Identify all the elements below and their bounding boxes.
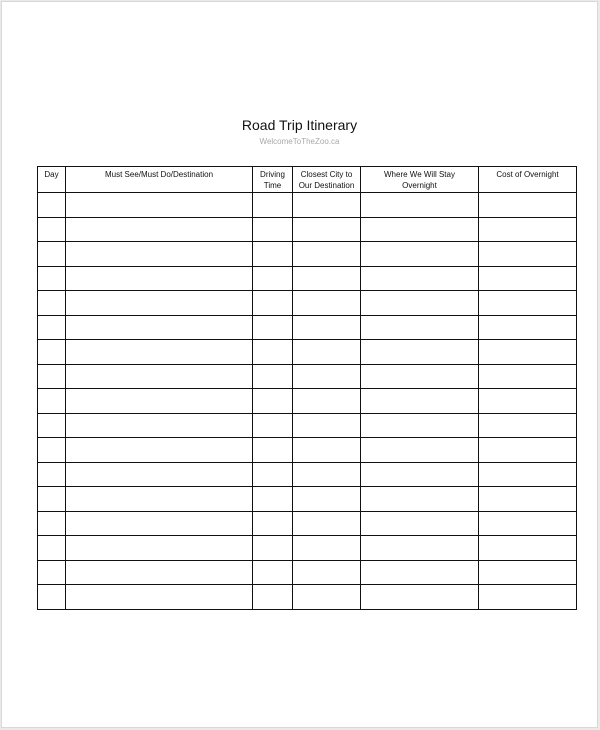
- overnight-cost-cell[interactable]: [479, 560, 577, 585]
- day-cell[interactable]: [38, 340, 66, 365]
- destination-cell[interactable]: [66, 291, 253, 316]
- day-cell[interactable]: [38, 217, 66, 242]
- column-header-day: Day: [38, 167, 66, 193]
- driving-time-cell[interactable]: [253, 315, 293, 340]
- driving-time-cell[interactable]: [253, 413, 293, 438]
- overnight-stay-cell[interactable]: [361, 585, 479, 610]
- table-row: [38, 438, 577, 463]
- overnight-stay-cell[interactable]: [361, 364, 479, 389]
- table-row: [38, 585, 577, 610]
- driving-time-cell[interactable]: [253, 560, 293, 585]
- overnight-cost-cell[interactable]: [479, 291, 577, 316]
- day-cell[interactable]: [38, 536, 66, 561]
- day-cell[interactable]: [38, 315, 66, 340]
- overnight-stay-cell[interactable]: [361, 487, 479, 512]
- overnight-stay-cell[interactable]: [361, 389, 479, 414]
- closest-city-cell[interactable]: [293, 315, 361, 340]
- overnight-stay-cell[interactable]: [361, 438, 479, 463]
- overnight-stay-cell[interactable]: [361, 560, 479, 585]
- overnight-stay-cell[interactable]: [361, 217, 479, 242]
- closest-city-cell[interactable]: [293, 364, 361, 389]
- table-row: [38, 291, 577, 316]
- overnight-cost-cell[interactable]: [479, 242, 577, 267]
- table-row: [38, 560, 577, 585]
- closest-city-cell[interactable]: [293, 389, 361, 414]
- overnight-cost-cell[interactable]: [479, 340, 577, 365]
- overnight-stay-cell[interactable]: [361, 315, 479, 340]
- closest-city-cell[interactable]: [293, 291, 361, 316]
- closest-city-cell[interactable]: [293, 560, 361, 585]
- destination-cell[interactable]: [66, 536, 253, 561]
- closest-city-cell[interactable]: [293, 217, 361, 242]
- overnight-cost-cell[interactable]: [479, 193, 577, 218]
- destination-cell[interactable]: [66, 364, 253, 389]
- overnight-stay-cell[interactable]: [361, 266, 479, 291]
- destination-cell[interactable]: [66, 560, 253, 585]
- table-row: [38, 340, 577, 365]
- destination-cell[interactable]: [66, 438, 253, 463]
- column-header-overnight-stay: Where We Will Stay Overnight: [361, 167, 479, 193]
- overnight-cost-cell[interactable]: [479, 413, 577, 438]
- day-cell[interactable]: [38, 413, 66, 438]
- table-row: [38, 242, 577, 267]
- closest-city-cell[interactable]: [293, 438, 361, 463]
- document-subtitle: WelcomeToTheZoo.ca: [259, 137, 340, 146]
- closest-city-cell[interactable]: [293, 340, 361, 365]
- table-row: [38, 487, 577, 512]
- day-cell[interactable]: [38, 511, 66, 536]
- table-header-row: [38, 167, 577, 193]
- table-row: [38, 193, 577, 218]
- column-header-overnight-cost: Cost of Overnight: [479, 167, 577, 193]
- overnight-cost-cell[interactable]: [479, 389, 577, 414]
- table-row: [38, 389, 577, 414]
- destination-cell[interactable]: [66, 487, 253, 512]
- closest-city-cell[interactable]: [293, 585, 361, 610]
- overnight-stay-cell[interactable]: [361, 462, 479, 487]
- day-cell[interactable]: [38, 462, 66, 487]
- overnight-cost-cell[interactable]: [479, 536, 577, 561]
- overnight-stay-cell[interactable]: [361, 340, 479, 365]
- closest-city-cell[interactable]: [293, 193, 361, 218]
- overnight-cost-cell[interactable]: [479, 217, 577, 242]
- driving-time-cell[interactable]: [253, 511, 293, 536]
- destination-cell[interactable]: [66, 413, 253, 438]
- document-title: Road Trip Itinerary: [241, 117, 358, 133]
- closest-city-cell[interactable]: [293, 487, 361, 512]
- destination-cell[interactable]: [66, 462, 253, 487]
- destination-cell[interactable]: [66, 511, 253, 536]
- destination-cell[interactable]: [66, 266, 253, 291]
- column-header-closest-city: Closest City to Our Destination: [293, 167, 361, 193]
- overnight-cost-cell[interactable]: [479, 266, 577, 291]
- day-cell[interactable]: [38, 242, 66, 267]
- destination-cell[interactable]: [66, 315, 253, 340]
- destination-cell[interactable]: [66, 340, 253, 365]
- overnight-stay-cell[interactable]: [361, 413, 479, 438]
- day-cell[interactable]: [38, 389, 66, 414]
- overnight-stay-cell[interactable]: [361, 242, 479, 267]
- driving-time-cell[interactable]: [253, 487, 293, 512]
- destination-cell[interactable]: [66, 389, 253, 414]
- overnight-cost-cell[interactable]: [479, 364, 577, 389]
- driving-time-cell[interactable]: [253, 462, 293, 487]
- overnight-cost-cell[interactable]: [479, 315, 577, 340]
- table-row: [38, 511, 577, 536]
- overnight-cost-cell[interactable]: [479, 438, 577, 463]
- closest-city-cell[interactable]: [293, 242, 361, 267]
- closest-city-cell[interactable]: [293, 266, 361, 291]
- closest-city-cell[interactable]: [293, 462, 361, 487]
- destination-cell[interactable]: [66, 242, 253, 267]
- day-cell[interactable]: [38, 266, 66, 291]
- driving-time-cell[interactable]: [253, 266, 293, 291]
- overnight-stay-cell[interactable]: [361, 511, 479, 536]
- overnight-stay-cell[interactable]: [361, 291, 479, 316]
- driving-time-cell[interactable]: [253, 242, 293, 267]
- driving-time-cell[interactable]: [253, 217, 293, 242]
- driving-time-cell[interactable]: [253, 536, 293, 561]
- driving-time-cell[interactable]: [253, 193, 293, 218]
- overnight-cost-cell[interactable]: [479, 487, 577, 512]
- table-row: [38, 315, 577, 340]
- day-cell[interactable]: [38, 487, 66, 512]
- driving-time-cell[interactable]: [253, 585, 293, 610]
- overnight-cost-cell[interactable]: [479, 511, 577, 536]
- table-row: [38, 536, 577, 561]
- day-cell[interactable]: [38, 364, 66, 389]
- driving-time-cell[interactable]: [253, 340, 293, 365]
- driving-time-cell[interactable]: [253, 438, 293, 463]
- overnight-stay-cell[interactable]: [361, 536, 479, 561]
- table-row: [38, 364, 577, 389]
- table-row: [38, 413, 577, 438]
- table-row: [38, 266, 577, 291]
- column-header-driving-time: Driving Time: [253, 167, 293, 193]
- document-page: [1, 1, 598, 728]
- destination-cell[interactable]: [66, 585, 253, 610]
- driving-time-cell[interactable]: [253, 389, 293, 414]
- day-cell[interactable]: [38, 193, 66, 218]
- driving-time-cell[interactable]: [253, 291, 293, 316]
- overnight-cost-cell[interactable]: [479, 585, 577, 610]
- day-cell[interactable]: [38, 585, 66, 610]
- table-row: [38, 462, 577, 487]
- table-row: [38, 217, 577, 242]
- column-header-destination: Must See/Must Do/Destination: [66, 167, 253, 193]
- overnight-cost-cell[interactable]: [479, 462, 577, 487]
- overnight-stay-cell[interactable]: [361, 193, 479, 218]
- day-cell[interactable]: [38, 560, 66, 585]
- closest-city-cell[interactable]: [293, 413, 361, 438]
- destination-cell[interactable]: [66, 217, 253, 242]
- itinerary-body: [38, 193, 577, 610]
- driving-time-cell[interactable]: [253, 364, 293, 389]
- closest-city-cell[interactable]: [293, 511, 361, 536]
- destination-cell[interactable]: [66, 193, 253, 218]
- day-cell[interactable]: [38, 291, 66, 316]
- day-cell[interactable]: [38, 438, 66, 463]
- itinerary-table: [37, 166, 577, 610]
- closest-city-cell[interactable]: [293, 536, 361, 561]
